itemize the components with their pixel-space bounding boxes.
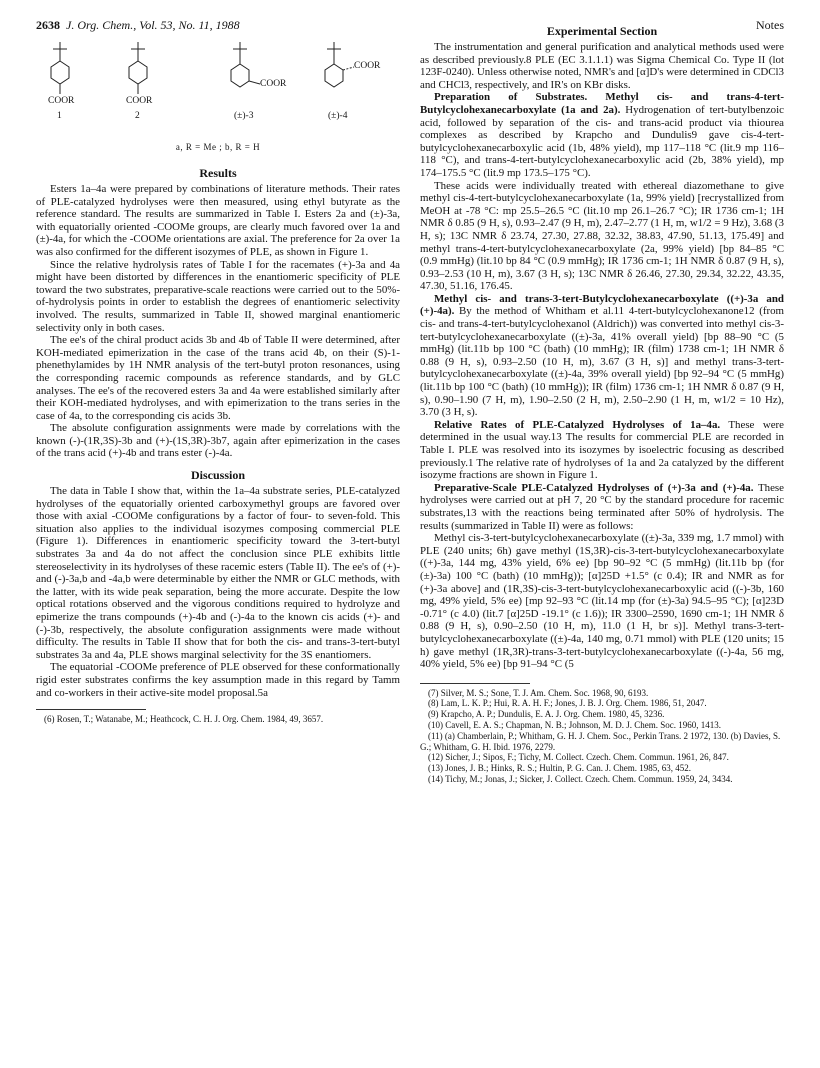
structure-4 bbox=[308, 40, 398, 120]
section-name: Notes bbox=[756, 18, 784, 32]
experimental-paragraph bbox=[420, 532, 784, 671]
footnote: (13) Jones, J. B.; Hinks, R. S.; Hultin, P. G. Can. J. Chem. 1985, 63, 452. bbox=[428, 763, 692, 774]
run-in-title: Relative Rates of PLE-Catalyzed Hydrolyses of 1a–4a. bbox=[434, 418, 721, 431]
experimental-paragraph bbox=[420, 482, 784, 532]
running-head-left bbox=[36, 18, 240, 33]
paragraph-text: These acids were individually treated with ethereal diazomethane to give methyl cis-4-tert-butylcyclohexanecarboxylate (1a, 99% yield) [recrystallized from MeOH at -78 °C: mp 25.5–26.5 °C (lit.10 mp 26.1–26.7 °C); IR 1736 cm-1; 1H NMR δ 0.85 (9 H, s), 0.93–2.47 (9 H, m), 2.47–2.77 (1 H, m, w1/2 = 9 Hz), 3.68 (3 H, s); 13C NMR δ 23.74, 27.30, 27.88, 32.32, 38.83, 47.90, 51.13, 175.49] and methyl trans-4-tert-butylcyclohexanecarboxylate (2a, 99% yield) [bp 84–85 °C (0.9 mmHg) (lit.10 bp 84 °C (0.9 mmHg); IR 1736 cm-1; 1H NMR δ 0.87 (9 H, s), 0.93–2.53 (10 H, m), 3.67 (3 H, s); 13C NMR δ 26.46, 27.30, 29.34, 32.22, 43.35, 47.30, 51.16, 176.45. bbox=[420, 179, 784, 293]
page-number: 2638 bbox=[36, 18, 60, 32]
experimental-paragraph bbox=[420, 41, 784, 91]
structure-1 bbox=[38, 40, 108, 120]
paragraph-text: By the method of Whitham et al.11 4-tert-butylcyclohexanone12 (from cis- and trans-4-tert-butylcyclohexanol (Aldrich)) was converted into methyl cis-3-tert-butylcyclohexanecarboxylate ((±)-3a, 41% overall yield) [bp 88–90 °C (5 mmHg) (lit.11b bp 100 °C (bath) (10 mmHg); IR (film) 1738 cm-1; 1H NMR δ 0.88 (9 H, s), 0.93–2.50 (10 H, m), 3.67 (3 H, s)] and methyl trans-3-tert-butylcyclohexanecarboxylate ((±)-4a, 39% overall yield) [bp 92–94 °C (5 mmHg) (lit.11b bp 100 °C (bath) (10 mmHg)); IR (film) 1736 cm-1; 1H NMR δ 0.87 (9 H, s), 0.90–1.90 (7 H, m), 1.90–2.50 (2 H, m), 2.50–2.90 (1 H, m, w1/2 = 10 Hz), 3.70 (3 H, s). bbox=[420, 305, 785, 419]
structure-2-group: COOR bbox=[126, 96, 153, 106]
discussion-paragraph: The equatorial -COOMe preference of PLE observed for these conformationally rigid ester substrates confirms the key assumption made in this regard by Tamm and co-workers in their active-site model proposal.5a bbox=[36, 661, 400, 699]
footnote: (11) (a) Chamberlain, P.; Whitham, G. H. J. Chem. Soc., Perkin Trans. 2 1972, 130. (b) Davies, S. G.; Whitham, G. H. Ibid. 1976, 2279. bbox=[420, 730, 781, 752]
structure-1-label: 1 bbox=[57, 111, 62, 121]
experimental-heading: Experimental Section bbox=[546, 24, 658, 38]
structure-3-drawing bbox=[214, 40, 304, 120]
structures-legend: a, R = Me ; b, R = H bbox=[175, 142, 261, 152]
footnote-rule bbox=[420, 683, 530, 684]
results-paragraph: The absolute configuration assignments were made by correlations with the known (-)-(1R,3S)-3b and (+)-(1S,3R)-3b7, again after epimerization in the cases of the trans acid (+)-4b and trans ester (-)-4a. bbox=[36, 422, 400, 460]
structures-row bbox=[36, 40, 400, 140]
paragraph-text: Hydrogenation of tert-butylbenzoic acid, followed by separation of the cis- and trans-acid product via thiourea complexes as described by Krapcho and Dundulis9 gave cis-4-tert-butylcyclohexanecarboxylic acid (1b, 48% yield), mp 117–118 °C (lit.9 mp 116–118 °C), and trans-4-tert-butylcyclohexanecarboxylic acid (2b, 38% yield), mp 174–175.5 °C (lit.9 mp 173.5–175 °C). bbox=[420, 103, 784, 179]
paragraph-text: These were determined in the usual way.13 The results for commercial PLE are recorded in Table I. PLE was resolved into its isozymes by isoelectric focusing as described previously.1 The relative rate of hydrolyses of 1a and 2a catalyzed by the different isozyme fractions are shown in Figure 1. bbox=[420, 418, 785, 482]
paragraph-text: The instrumentation and general purification and analytical methods used were as described previously.8 PLE (EC 3.1.1.1) was Sigma Chemical Co. Type II (lot 123F-0240). Unless otherwise noted, NMR's and [α]D's were determined in CDCl3 and CHCl3, respectively, and IR's on KBr disks. bbox=[420, 41, 784, 91]
structure-3-group: COOR bbox=[260, 79, 287, 89]
right-column bbox=[420, 24, 784, 785]
discussion-heading: Discussion bbox=[190, 468, 246, 483]
structure-3-label: (±)-3 bbox=[234, 111, 254, 121]
structure-2-drawing bbox=[116, 40, 186, 120]
run-in-title: Preparation of Substrates. Methyl cis- and trans-4-tert-Butylcyclohexanecarboxylate (1a and 2a). bbox=[420, 91, 784, 116]
run-in-title: Preparative-Scale PLE-Catalyzed Hydrolyses of (+)-3a and (+)-4a. bbox=[434, 481, 754, 494]
discussion-paragraph: The data in Table I show that, within the 1a–4a substrate series, PLE-catalyzed hydrolyses of the equatorially oriented carboxymethyl groups are favored over those with axial -COOMe configurations by a factor of four- to seven-fold. This situation also applies to the individual isozymes composing commercial PLE (Figure 1). Differences in enantiomeric specificity toward the 3-tert-butyl substrates 3a and 4a do not affect the conclusion since PLE exhibits little stereoselectivity in its hydrolyses of these racemic esters (Table II). The ee's of (+)- and (-)-3a,b and -4a,b were determinable by either the NMR or GLC methods, with the latter, with its wide peak separation, being the more accurate. Despite the low optical rotations observed and the vigorous conditions required to hydrolyze and epimerize the trans compounds (+)-4b and (-)-4a to the known cis acids (+)- and (-)-3b, respectively, the absolute configuration assignments were made without difficulty. The results in Table II show that for both the cis- and trans-3-tert-butyl substrates 3a and 4a, PLE shows marginal selectivity for the 3S enantiomers. bbox=[36, 485, 400, 661]
footnote: (14) Tichy, M.; Jonas, J.; Sicker, J. Collect. Czech. Chem. Commun. 1959, 24, 3434. bbox=[428, 774, 733, 785]
paragraph-text: Methyl cis-3-tert-butylcyclohexanecarboxylate ((±)-3a, 339 mg, 1.7 mmol) with PLE (240 units; 6h) gave methyl (1S,3R)-cis-3-tert-butylcyclohexanecarboxylate ((+)-3a, 144 mg, 43% yield, 6% ee) [bp 90–92 °C (5 mmHg) (lit.11b bp (for (±)-3a) 100 °C (bath) (10 mmHg)); [α]25D +1.5° (c 0.4); IR and NMR as for (+)-3a above] and (1R,3S)-cis-3-tert-butylcyclohexanecarboxylic acid ((-)-3b, 160 mg, 49% yield, 5% ee) [mp 92–93 °C (lit.14 mp (for (±)-3a) 94.5–95 °C); [α]23D -0.71° (c 4.0) (lit.7 [α]25D -19.1° (c 1.6)); IR 3300–2590, 1690 cm-1; 1H NMR δ 0.88 (9 H, s), 0.90–2.50 (10 H, m), 11.0 (1 H, br s)]. Methyl trans-3-tert-butylcyclohexanecarboxylate ((±)-4a, 140 mg, 0.71 mmol) with PLE (120 units; 15 h) gave methyl (1R,3R)-trans-3-tert-butylcyclohexanecarboxylate ((-)-4a, 56 mg, 40% yield, 5% ee) [bp 91–94 °C (5 bbox=[420, 532, 784, 671]
structure-4-group: COOR bbox=[354, 61, 381, 71]
results-paragraph: Since the relative hydrolysis rates of Table I for the racemates (+)-3a and 4a might have been distorted by differences in the enantiomeric specificity of PLE toward the two substrates, preparative-scale reactions were carried out to the 50%-of-hydrolysis points in order to establish the degrees of enantiomeric selectivity involved. The results, summarized in Table II, showed marginal enantiomeric selectivity only in both cases. bbox=[36, 258, 400, 334]
results-paragraph: The ee's of the chiral product acids 3b and 4b of Table II were determined, after KOH-mediated epimerization in the case of the trans acid 4b, on their (S)-1-phenethylamides by 1H NMR analysis of the tert-butyl proton resonances, using the corresponding racemic compounds as reference standards, and by GLC analyses. The ee's of the recovered esters 3a and 4a were established similarly after their KOH-mediated hydrolyses, and with epimerization to the trans series in the case of 4a, to the corresponding cis acids 3b. bbox=[36, 334, 400, 422]
footnote: (6) Rosen, T.; Watanabe, M.; Heathcock, C. H. J. Org. Chem. 1984, 49, 3657. bbox=[44, 714, 324, 725]
structure-1-drawing bbox=[38, 40, 108, 120]
structure-2-label: 2 bbox=[135, 111, 140, 121]
experimental-paragraph bbox=[420, 419, 784, 482]
experimental-paragraph bbox=[420, 91, 784, 179]
footnote: (9) Krapcho, A. P.; Dundulis, E. A. J. Org. Chem. 1980, 45, 3236. bbox=[428, 709, 665, 720]
footnote: (12) Sicher, J.; Sipos, F.; Tichy, M. Collect. Czech. Chem. Commun. 1961, 26, 847. bbox=[428, 752, 729, 763]
structure-2 bbox=[116, 40, 186, 120]
footnote: (8) Lam, L. K. P.; Hui, R. A. H. F.; Jones, J. B. J. Org. Chem. 1986, 51, 2047. bbox=[428, 698, 707, 709]
paragraph-text: These hydrolyses were carried out at pH 7, 20 °C by the standard procedure for racemic substrates,13 with the reactions being terminated after 50% of hydrolysis. The results (summarized in Table II) were as follows: bbox=[420, 481, 784, 532]
structure-1-group: COOR bbox=[48, 96, 75, 106]
footnote: (7) Silver, M. S.; Sone, T. J. Am. Chem. Soc. 1968, 90, 6193. bbox=[428, 687, 649, 698]
results-paragraph: Esters 1a–4a were prepared by combinations of literature methods. Their rates of PLE-catalyzed hydrolyses were then measured, using ethyl butyrate as the reference standard. The results are summarized in Table I. Esters 2a and (±)-3a, with equatorially oriented -COOMe groups, are clearly much favored over 1a and (±)-4a, for which the -COOMe orientations are axial. The preference for 2a over 1a was also confirmed for the different isozymes of PLE, as shown in Figure 1. bbox=[36, 183, 400, 258]
structure-4-drawing bbox=[308, 40, 398, 120]
footnote: (10) Cavell, E. A. S.; Chapman, N. B.; Johnson, M. D. J. Chem. Soc. 1960, 1413. bbox=[428, 720, 721, 731]
structure-3 bbox=[214, 40, 304, 120]
footnote-rule bbox=[36, 709, 146, 710]
journal-citation: J. Org. Chem., Vol. 53, No. 11, 1988 bbox=[66, 18, 240, 32]
results-heading: Results bbox=[199, 166, 237, 180]
experimental-paragraph bbox=[420, 180, 784, 293]
left-column bbox=[36, 40, 400, 725]
structure-4-label: (±)-4 bbox=[328, 111, 348, 121]
run-in-title: Methyl cis- and trans-3-tert-Butylcyclohexanecarboxylate ((+)-3a and (+)-4a). bbox=[420, 292, 784, 318]
experimental-paragraph bbox=[420, 293, 784, 419]
